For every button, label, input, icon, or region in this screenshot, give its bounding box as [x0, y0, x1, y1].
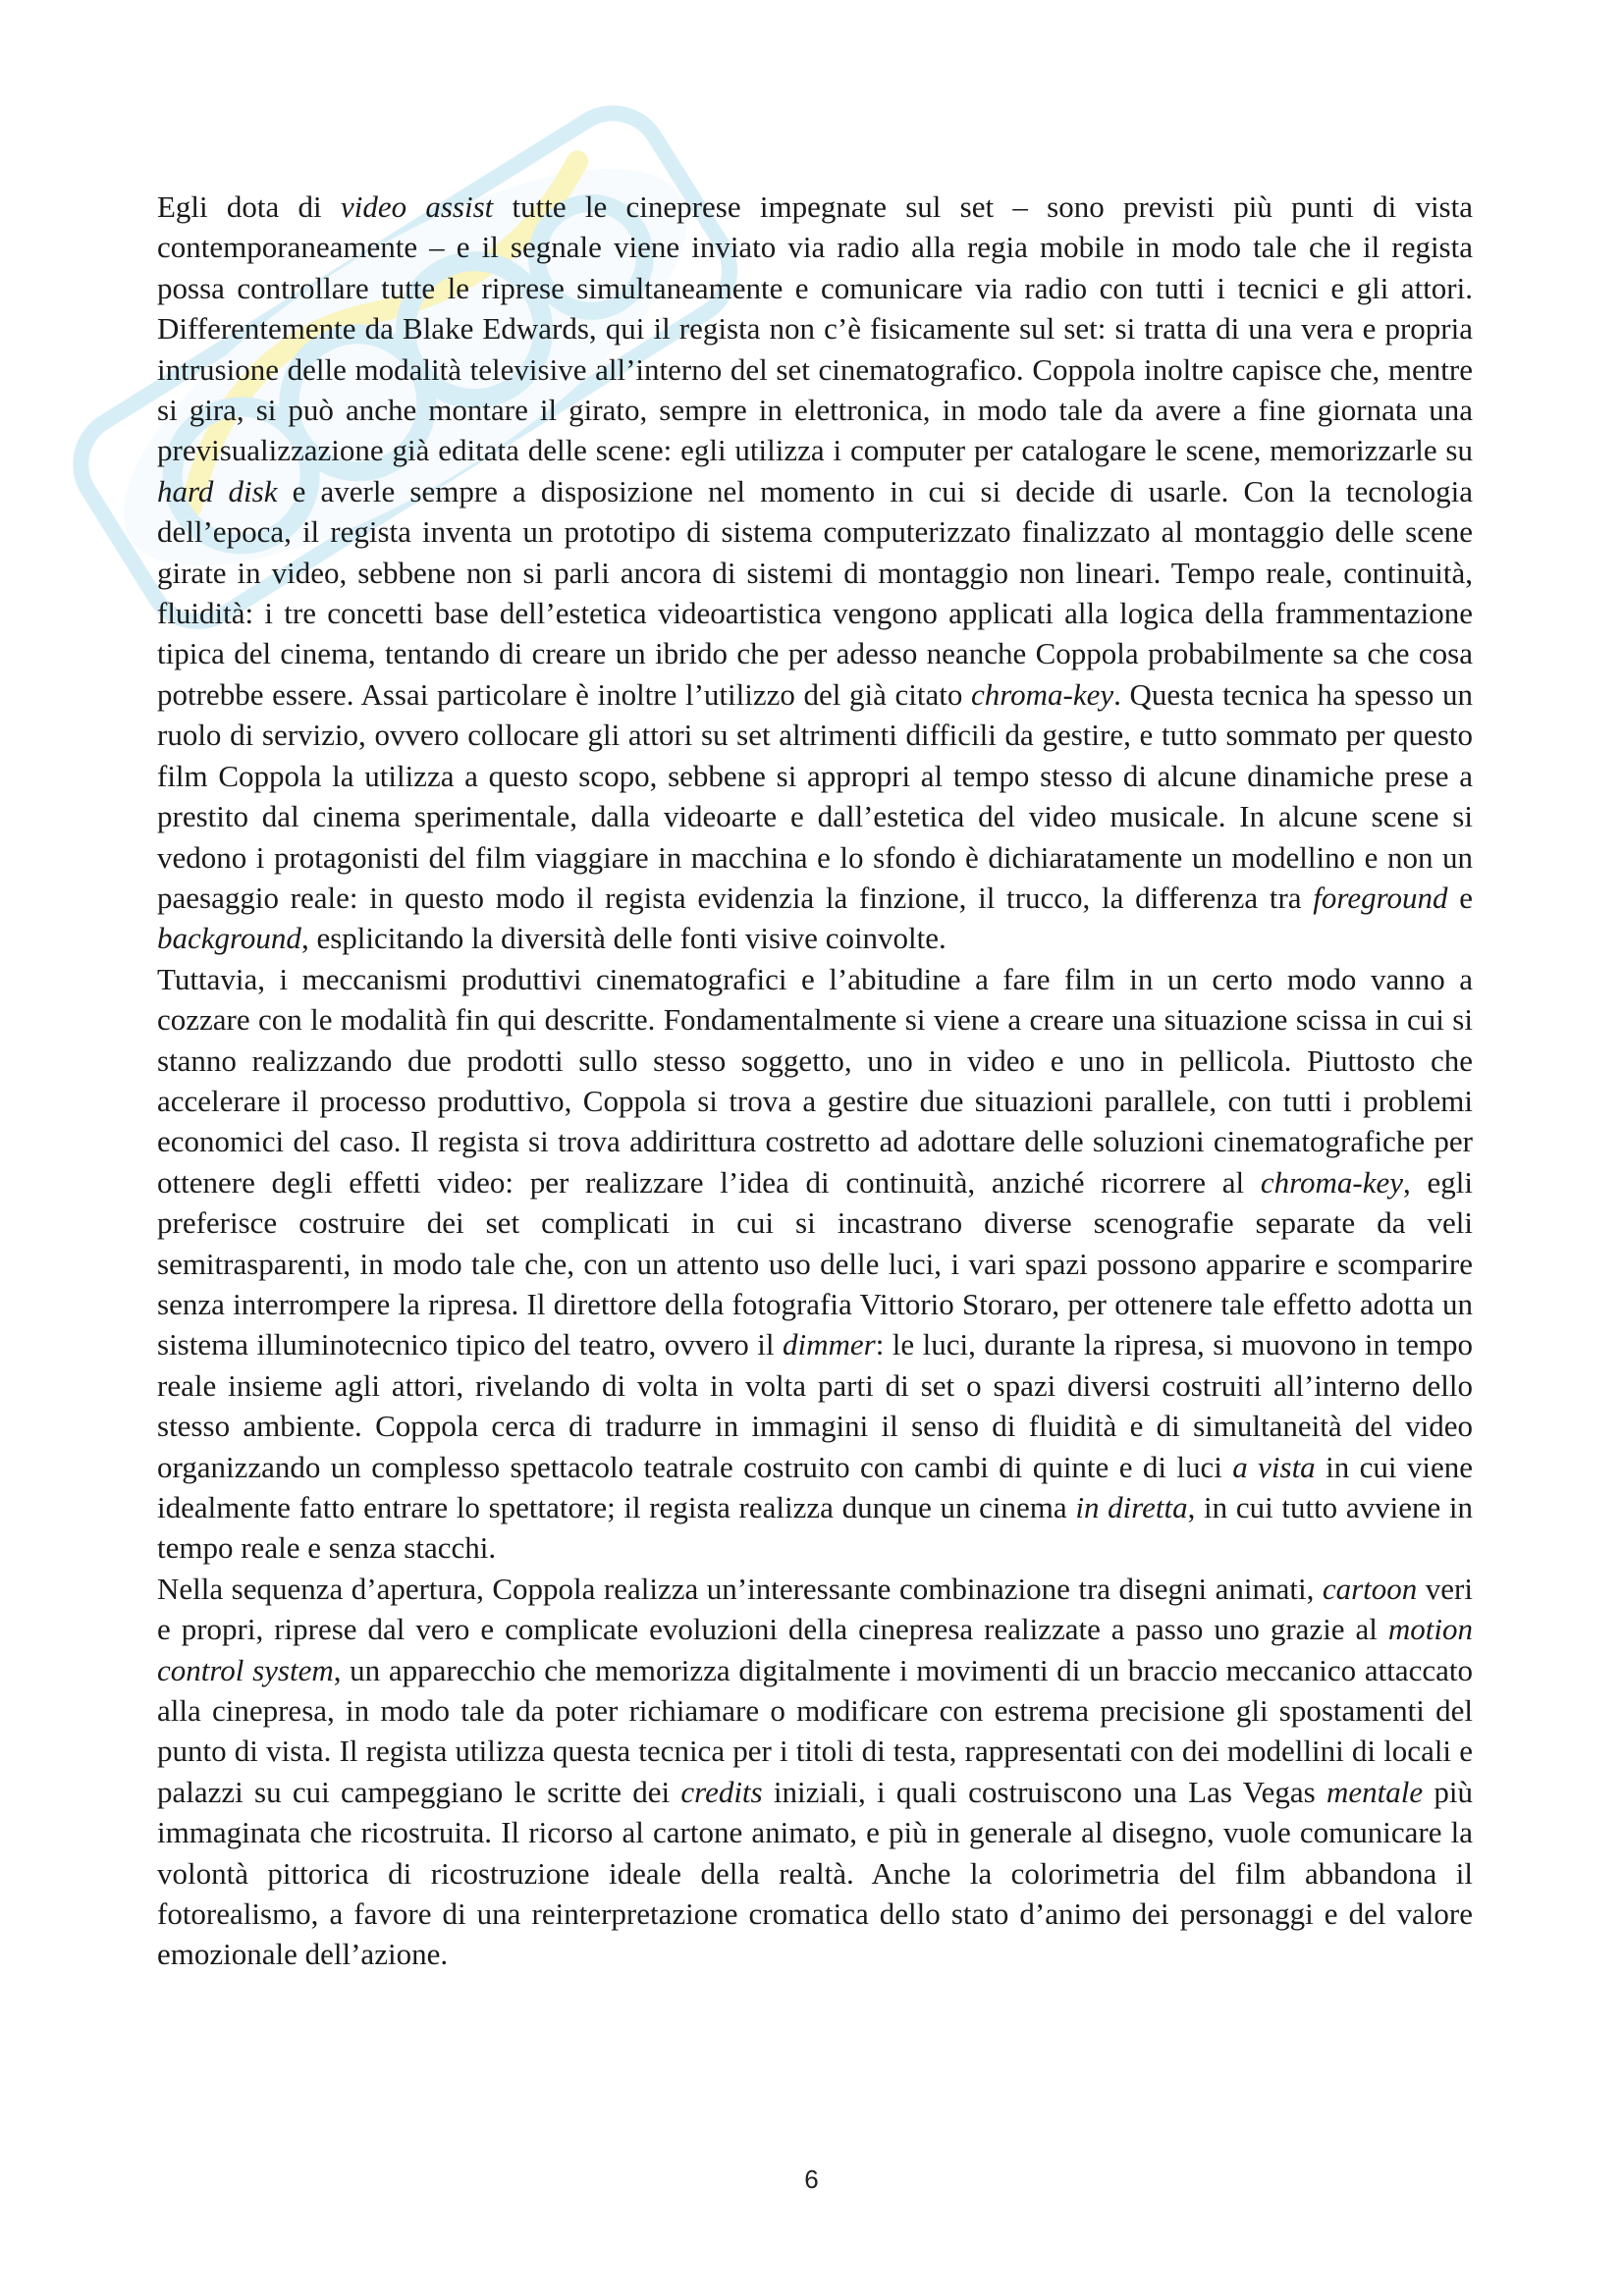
document-body — [157, 187, 1473, 1975]
text-run: Egli dota di — [157, 189, 341, 224]
italic-run: foreground — [1313, 880, 1448, 915]
text-run: tutte le cineprese impegnate sul set – sono previsti più punti di vista contemporaneamente – e il segnale viene inviato via radio alla regia mobile in modo tale che il regista possa controllare tutte le riprese simultaneamente e comunicare via radio con tutti i tecnici e gli attori. Differentemente da Blake Edwards, qui il regista non c’è fisicamente sul set: si tratta di una vera e propria intrusione delle modalità televisive all’interno del set cinematografico. Coppola inoltre capisce che, mentre si gira, si può anche montare il girato, sempre in elettronica, in modo tale da avere a fine giornata una previsualizzazione già editata delle scene: egli utilizza i computer per catalogare le scene, memorizzarle su — [157, 189, 1473, 468]
text-run: più immaginata che ricostruita. Il ricorso al cartone animato, e più in generale al disegno, vuole comunicare la volontà pittorica di ricostruzione ideale della realtà. Anche la colorimetria del film abbandona il fotorealismo, a favore di una reinterpretazione cromatica dello stato d’animo dei personaggi e del valore emozionale dell’azione. — [157, 1774, 1473, 1972]
text-run: , egli preferisce costruire dei set complicati in cui si incastrano diverse scenografie separate da veli semitrasparenti, in modo tale che, con un attento uso delle luci, i vari spazi possono apparire e scomparire senza interrompere la ripresa. Il direttore della fotografia Vittorio Storaro, per ottenere tale effetto adotta un sistema illuminotecnico tipico del teatro, ovvero il — [157, 1164, 1473, 1362]
italic-run: hard disk — [157, 473, 278, 508]
italic-run: chroma-key — [970, 676, 1114, 712]
paragraph — [157, 1569, 1473, 1975]
italic-run: chroma-key — [1260, 1164, 1403, 1200]
italic-run: in diretta — [1075, 1490, 1188, 1524]
italic-run: mentale — [1325, 1774, 1424, 1809]
page-number: 6 — [804, 2164, 819, 2194]
text-run: . Questa tecnica ha spesso un ruolo di servizio, ovvero collocare gli attori su set altrimenti difficili da gestire, e tutto sommato per questo film Coppola la utilizza a questo scopo, sebbene si appropri al tempo stesso di alcune dinamiche prese a prestito dal cinema sperimentale, dalla videoarte e dall’estetica del video musicale. In alcune scene si vedono i protagonisti del film viaggiare in macchina e lo sfondo è dichiaratamente un modellino e non un paesaggio reale: in questo modo il regista evidenzia la finzione, il trucco, la differenza tra — [157, 676, 1473, 915]
paragraph — [157, 959, 1473, 1569]
text-run: in cui viene idealmente fatto entrare lo spettatore; il regista realizza dunque un cinema — [157, 1449, 1473, 1524]
italic-run: motion control system — [157, 1612, 1473, 1687]
paragraph — [157, 187, 1473, 959]
text-run: veri e propri, riprese dal vero e complicate evoluzioni della cinepresa realizzate a passo uno grazie al — [157, 1571, 1473, 1647]
text-run: Tuttavia, i meccanismi produttivi cinematografici e l’abitudine a fare film in un certo modo vanno a cozzare con le modalità fin qui descritte. Fondamentalmente si viene a creare una situazione scissa in cui si stanno realizzando due prodotti sullo stesso soggetto, uno in video e uno in pellicola. Piuttosto che accelerare il processo produttivo, Coppola si trova a gestire due situazioni parallele, con tutti i problemi economici del caso. Il regista si trova addirittura costretto ad adottare delle soluzioni cinematografiche per ottenere degli effetti video: per realizzare l’idea di continuità, anziché ricorrere al — [157, 961, 1473, 1200]
italic-run: dimmer — [782, 1327, 876, 1362]
italic-run: cartoon — [1322, 1571, 1418, 1606]
text-run: e averle sempre a disposizione nel momento in cui si decide di usarle. Con la tecnologia dell’epoca, il regista inventa un prototipo di sistema computerizzato finalizzato al montaggio delle scene girate in video, sebbene non si parli ancora di sistemi di montaggio non lineari. Tempo reale, continuità, fluidità: i tre concetti base dell’estetica videoartistica vengono applicati alla logica della frammentazione tipica del cinema, tentando di creare un ibrido che per adesso neanche Coppola probabilmente sa che cosa potrebbe essere. Assai particolare è inoltre l’utilizzo del già citato — [157, 473, 1473, 712]
italic-run: video assist — [340, 189, 494, 224]
text-run: e — [1447, 880, 1473, 915]
italic-run: a vista — [1232, 1449, 1316, 1484]
italic-run: background — [157, 921, 301, 956]
text-run: iniziali, i quali costruiscono una Las Vegas — [762, 1774, 1326, 1809]
text-run: , un apparecchio che memorizza digitalmente i movimenti di un braccio meccanico attaccato alla cinepresa, in modo tale da poter richiamare o modificare con estrema precisione gli spostamenti del punto di vista. Il regista utilizza questa tecnica per i titoli di testa, rappresentati con dei modellini di locali e palazzi su cui campeggiano le scritte dei — [157, 1652, 1474, 1809]
italic-run: credits — [680, 1774, 763, 1809]
text-run: : le luci, durante la ripresa, si muovono in tempo reale insieme agli attori, rivelando di volta in volta parti di set o spazi diversi costruiti all’interno dello stesso ambiente. Coppola cerca di tradurre in immagini il senso di fluidità e di simultaneità del video organizzando un complesso spettacolo teatrale costruito con cambi di quinte e di luci — [157, 1327, 1473, 1484]
text-run: , esplicitando la diversità delle fonti visive coinvolte. — [300, 921, 947, 956]
text-run: , in cui tutto avviene in tempo reale e senza stacchi. — [157, 1490, 1474, 1566]
text-run: Nella sequenza d’apertura, Coppola realizza un’interessante combinazione tra disegni animati, — [157, 1571, 1323, 1606]
